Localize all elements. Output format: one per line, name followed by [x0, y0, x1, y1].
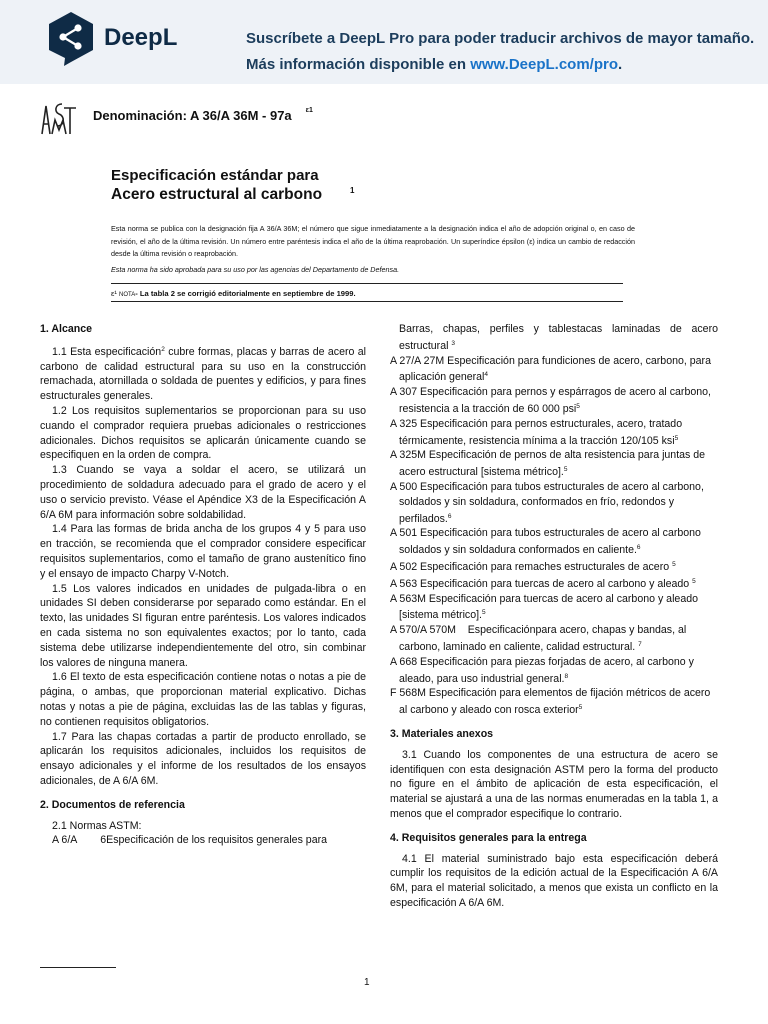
note-text: - La tabla 2 se corrigió editorialmente en septiembre de 1999.: [135, 289, 356, 298]
note-tag: NOTA: [119, 292, 136, 298]
section-heading: 4. Requisitos generales para la entrega: [390, 831, 587, 844]
reference-item: [390, 575, 718, 592]
title-line-1: Especificación estándar para: [111, 167, 319, 184]
approval-note: Esta norma ha sido aprobada para su uso por las agencias del Departamento de Defensa.: [111, 265, 400, 274]
footnote-mark: 5: [674, 434, 679, 442]
footnote-mark: 5: [672, 560, 676, 568]
deepl-logo-icon: [46, 10, 96, 68]
reference-item: [390, 558, 718, 575]
reference-text: A 325 Especificación para pernos estructurales, acero, tratado térmicamente, resistencia mínima a la tracción 120/105 ksi: [390, 417, 683, 447]
footnote-mark: 6: [636, 544, 641, 552]
promo-line-1: Suscríbete a DeepL Pro para poder traducir archivos de mayor tamaño.: [246, 30, 755, 47]
divider: [111, 283, 623, 284]
paragraph-1-5: 1.5 Los valores indicados en unidades de pulgada-libra o en unidades SI deben considerarse por separado como estándar. En el texto, las unidades SI figuran entre paréntesis. Los valores indicados en cada sistema no son equivalentes exactos; por lo tanto, cada sistema debe utilizarse independientemente del otro, sin combinar los valores de ninguna manera.: [40, 582, 366, 669]
promo-text: [246, 26, 754, 78]
spacer: [390, 822, 718, 831]
footnote-mark: 2: [161, 345, 165, 353]
footnote-divider: [40, 967, 116, 968]
astm-logo-icon: [38, 100, 82, 138]
paragraph-text: cubre formas, placas y barras de acero al carbono de calidad estructural para su uso en la construcción remachada, atornillada o soldada de puentes y edificios, y para fines estructurales generales.: [40, 345, 367, 403]
editorial-note: [111, 289, 356, 298]
reference-item: [390, 385, 718, 417]
reference-item: [390, 480, 718, 526]
reference-text: A 570/A 570M Especificaciónpara acero, chapas y bandas, al carbono, laminado en caliente, calidad estructural.: [390, 624, 690, 653]
title-footnote-mark: 1: [350, 186, 355, 195]
paragraph-3-1: 3.1 Cuando los componentes de una estructura de acero se identifiquen con esta designación ASTM pero la forma del producto no figure en el ámbito de aplicación de esta especificación, el material se ajustará a una de las normas enumeradas en la tabla 1, a menos que el comprador especifique lo contrario.: [390, 748, 718, 820]
spacer: [390, 718, 718, 727]
reference-text: A 325M Especificación de pernos de alta resistencia para juntas de acero estructural [sistema métrico].: [390, 449, 706, 479]
reference-item: [390, 655, 718, 687]
note-symbol: ε¹: [111, 289, 117, 298]
title-line-2: Acero estructural al carbono: [111, 186, 323, 203]
paragraph-text: 1.1 Esta especificación: [52, 345, 162, 358]
reference-item: [390, 354, 718, 386]
paragraph-1-1: [40, 343, 366, 404]
designation-superscript: ε1: [305, 107, 313, 114]
footnote-mark: 5: [482, 609, 486, 617]
reference-text: A 668 Especificación para piezas forjadas de acero, al carbono y aleado, para uso industrial general.: [390, 655, 694, 685]
right-column: [390, 322, 718, 911]
spacer: [40, 789, 366, 798]
reference-item: [390, 448, 718, 480]
designation-notice: Esta norma se publica con la designación fija A 36/A 36M; el número que sigue inmediatamente a la designación indica el año de adopción original o, en caso de revisión, el año de la última revisión. Un número entre paréntesis indica el año de la última reaprobación. Un superíndice épsilon (ε) indica un cambio de redacción desde la última revisión o reaprobación.: [111, 224, 635, 258]
promo-link[interactable]: www.DeepL.com/pro: [470, 56, 618, 73]
left-column: [40, 322, 366, 848]
reference-item: [390, 623, 718, 655]
paragraph-1-2: 1.2 Los requisitos suplementarios se proporcionan para su uso cuando el comprador requiera pruebas adicionales o restricciones adicionales. Dichos requisitos se aplicarán únicamente cuando se especifiquen en la orden de compra.: [40, 404, 366, 462]
paragraph-2-1: 2.1 Normas ASTM:: [52, 819, 142, 832]
footnote-mark: 5: [578, 704, 583, 712]
paragraph-1-7: 1.7 Para las chapas cortadas a partir de producto enrollado, se aplicarán los requisitos adicionales, incluidos los requisitos de ensayo adicionales y el informe de los resultados de los ensayos adicionales, de A 6/A 6M.: [40, 730, 366, 787]
deepl-brand-name: DeepL: [104, 24, 178, 51]
section-heading: 1. Alcance: [40, 323, 93, 335]
reference-item: [390, 592, 718, 624]
section-heading: 3. Materiales anexos: [390, 727, 494, 740]
reference-text: A 563 Especificación para tuercas de acero al carbono y aleado: [390, 577, 690, 590]
reference-text: Barras, chapas, perfiles y tablestacas laminadas de acero estructural: [399, 323, 718, 352]
footnote-mark: 6: [447, 512, 452, 520]
footnote-mark: 8: [564, 672, 569, 680]
reference-item: [390, 526, 718, 558]
footnote-mark: 5: [576, 402, 580, 410]
reference-text: A 307 Especificación para pernos y espárragos de acero al carbono, resistencia a la tracción de 60 000 psi: [390, 386, 711, 415]
designation-text: Denominación: A 36/A 36M - 97a: [93, 108, 292, 123]
reference-text: A 563M Especificación para tuercas de acero al carbono y aleado [sistema métrico].: [390, 592, 698, 622]
reference-text: A 502 Especificación para remaches estructurales de acero: [390, 560, 670, 573]
footnote-mark: 5: [563, 466, 568, 474]
paragraph-1-6: 1.6 El texto de esta especificación contiene notas o notas a pie de página, o ambas, que proporcionan material explicativo. Dichas notas y notas a pie de página, excluidas las de las tablas y figuras, no contienen requisitos obligatorios.: [40, 671, 366, 728]
deepl-banner: [0, 0, 768, 84]
designation: [93, 107, 313, 123]
footnote-mark: 4: [484, 371, 489, 379]
reference-text: A 500 Especificación para tubos estructurales de acero al carbono, soldados y sin soldadura, conformados en frío, redondos y perfilados.: [390, 480, 704, 525]
promo-line-2-prefix: Más información disponible en: [246, 56, 471, 73]
section-heading: 2. Documentos de referencia: [40, 798, 185, 811]
paragraph-1-4: 1.4 Para las formas de brida ancha de los grupos 4 y 5 para uso en tracción, se recomienda que el comprador considere especificar requisitos suplementarios, como el tamaño de grano austenítico fino y el ensayo de impacto Charpy V-Notch.: [40, 523, 366, 580]
paragraph-1-3: 1.3 Cuando se vaya a soldar el acero, se utilizará un procedimiento de soldadura adecuado para el grado de acero y el uso o servicio previsto. Véase el Apéndice X3 de la Especificación A 6/A 6M para información sobre soldabilidad.: [40, 464, 366, 521]
footnote-mark: 7: [638, 640, 642, 648]
reference-a6: A 6/A 6Especificación de los requisitos generales para: [52, 834, 328, 847]
footnote-mark: 3: [451, 339, 456, 347]
reference-text: A 501 Especificación para tubos estructurales de acero al carbono soldados y sin soldadura conformados en caliente.: [390, 527, 701, 557]
reference-text: F 568M Especificación para elementos de fijación métricos de acero al carbono y aleado con rosca exterior: [390, 687, 711, 717]
reference-item: [390, 417, 718, 449]
svg-text:ASTM: ASTM: [38, 100, 41, 101]
paragraph-4-1: 4.1 El material suministrado bajo esta especificación deberá cumplir los requisitos de la edición actual de la Especificación A 6/A 6M, para el material solicitado, a menos que exista un conflicto en la especificación A 6/A 6M.: [390, 852, 718, 909]
reference-item: [390, 686, 718, 718]
promo-line-2-suffix: .: [618, 56, 623, 73]
divider: [111, 301, 623, 302]
reference-text: A 27/A 27M Especificación para fundiciones de acero, carbono, para aplicación general: [390, 354, 711, 384]
footnote-mark: 5: [692, 577, 696, 585]
page-number: 1: [364, 977, 370, 988]
promo-line-2: [246, 52, 754, 78]
reference-item: [390, 322, 718, 354]
